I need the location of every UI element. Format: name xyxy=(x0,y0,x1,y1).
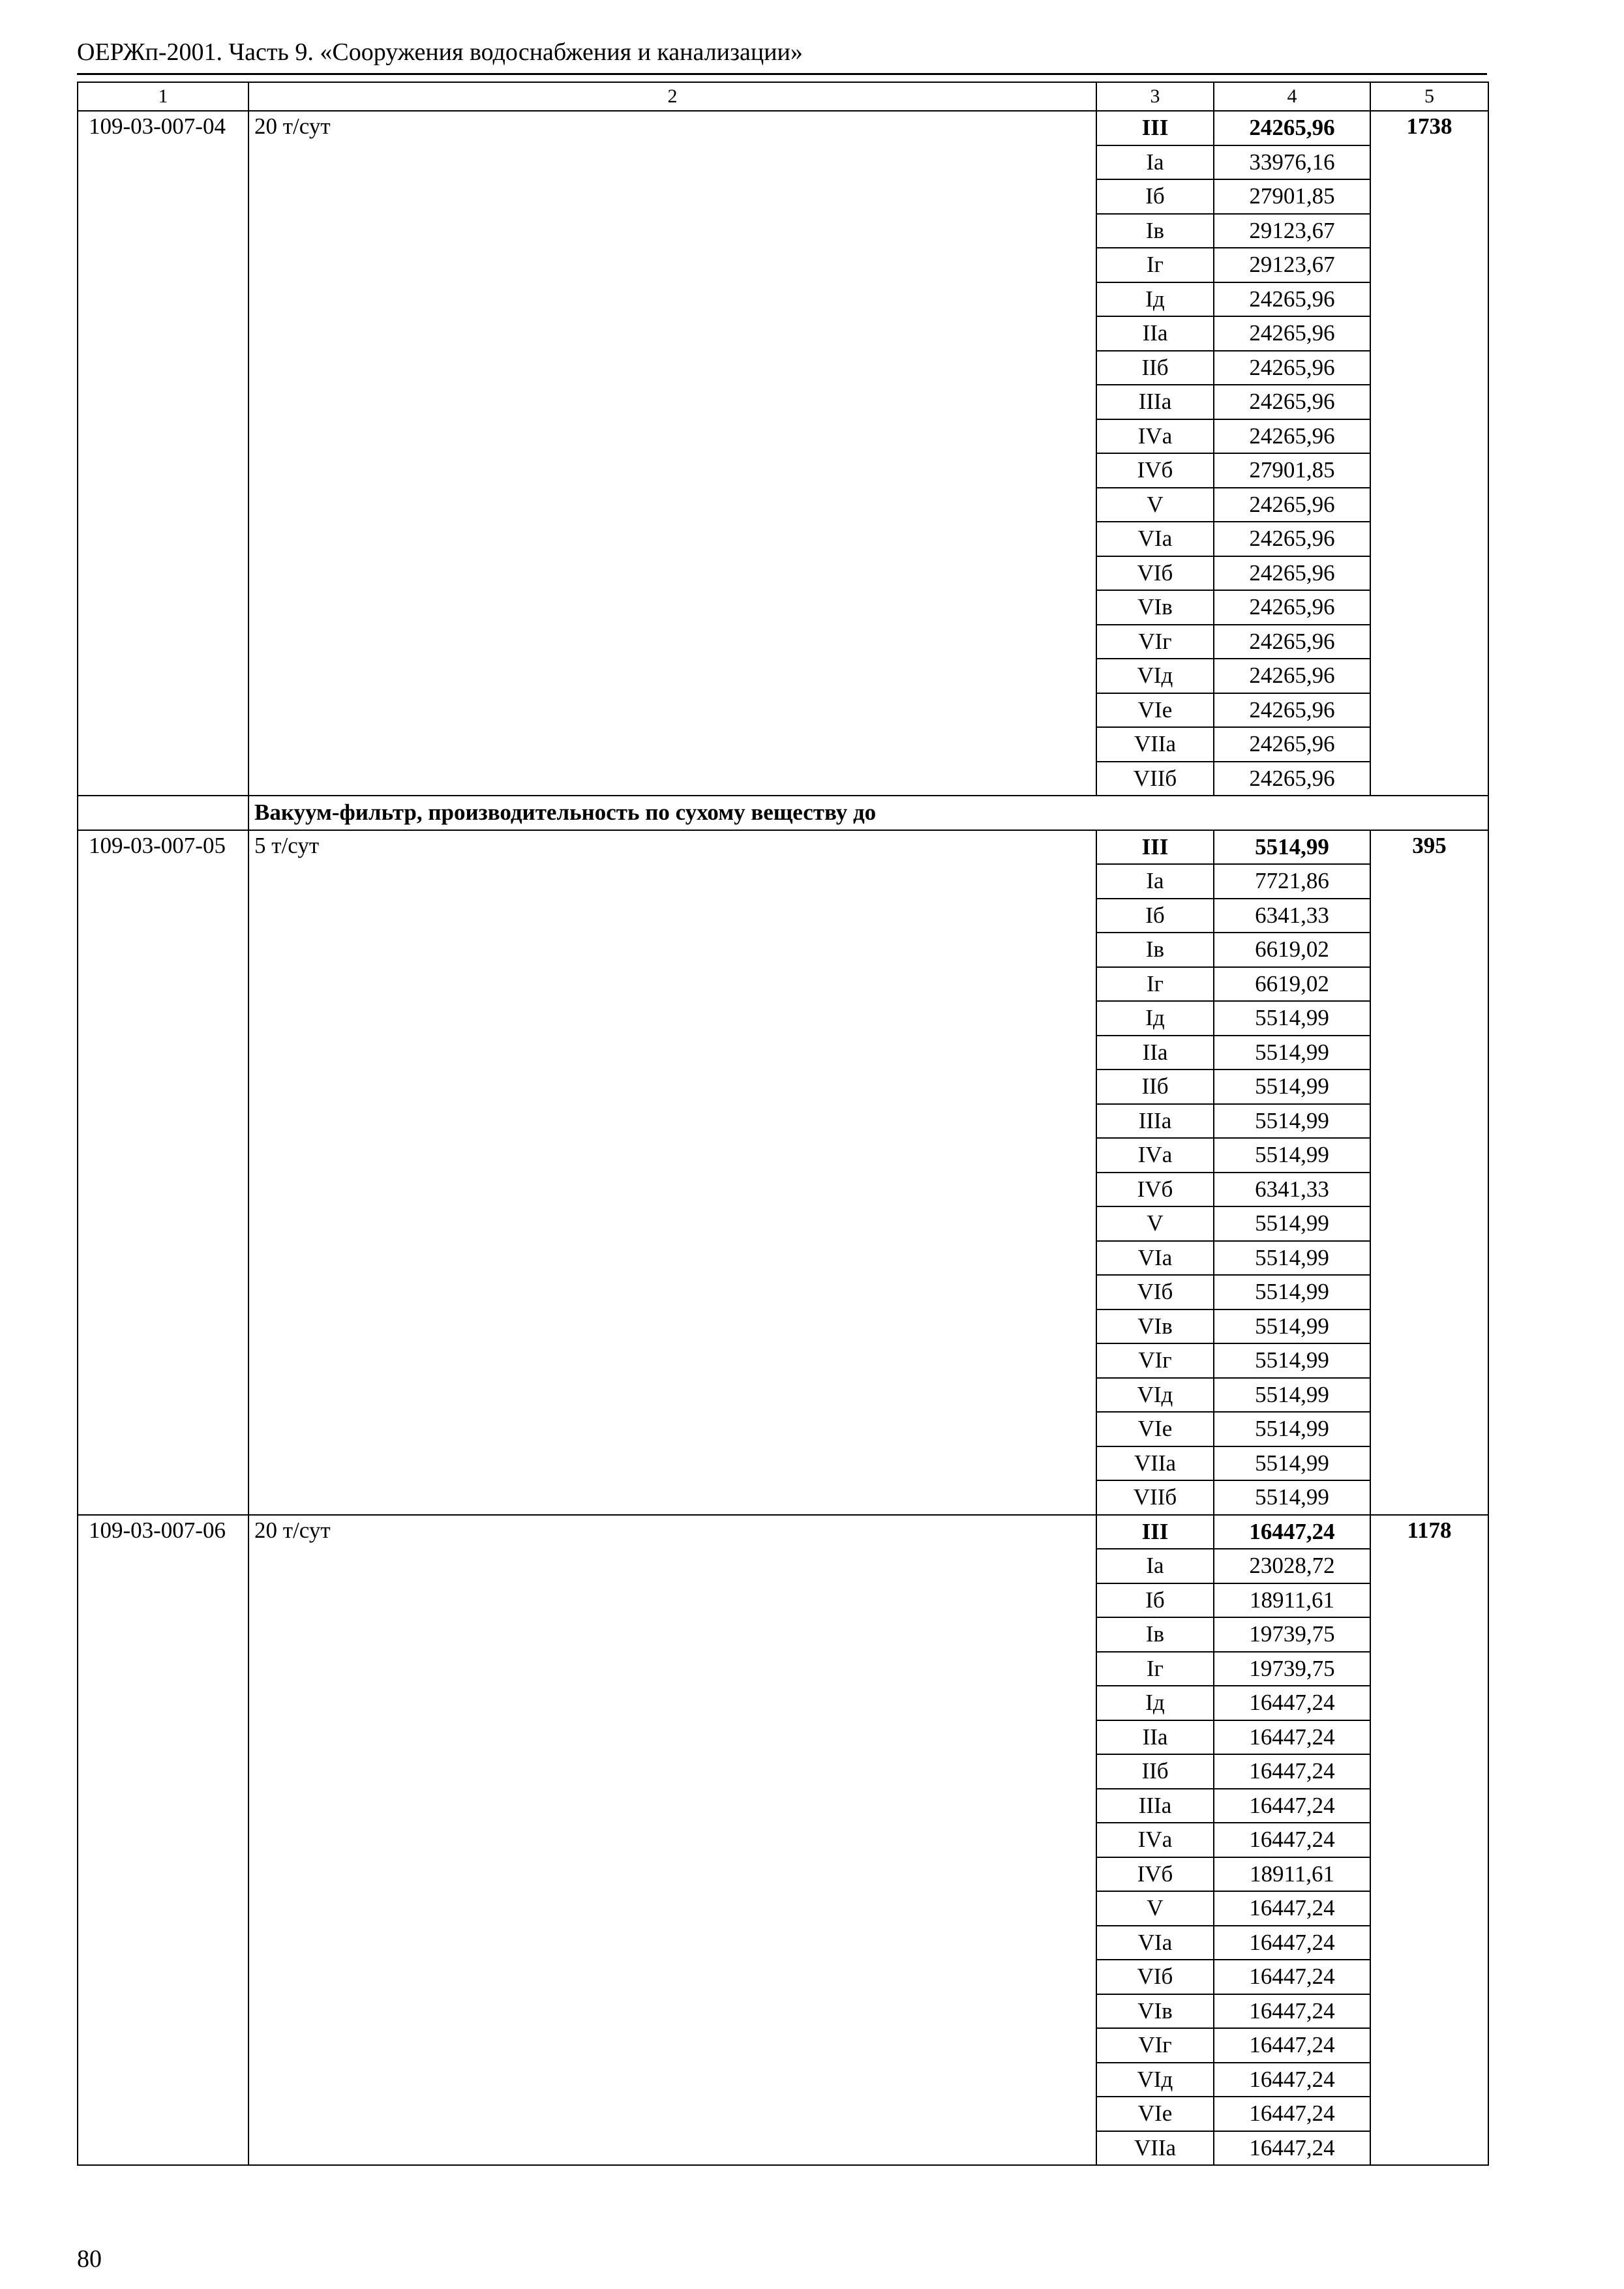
region-class: VIе xyxy=(1096,2097,1214,2131)
region-class: Iд xyxy=(1096,1001,1214,1036)
region-class: VIб xyxy=(1096,556,1214,591)
region-class: VIг xyxy=(1096,2028,1214,2063)
item-description: 5 т/сут xyxy=(248,830,1096,1515)
region-class: VIIа xyxy=(1096,727,1214,762)
region-class: VIв xyxy=(1096,590,1214,625)
price-value: 16447,24 xyxy=(1214,1754,1370,1789)
price-value: 5514,99 xyxy=(1214,1309,1370,1344)
price-value: 5514,99 xyxy=(1214,1104,1370,1139)
region-class: IIа xyxy=(1096,1036,1214,1070)
page-header-title: ОЕРЖп-2001. Часть 9. «Сооружения водоснабжения и канализации» xyxy=(77,38,803,66)
column-number: 3 xyxy=(1096,82,1214,111)
price-value: 5514,99 xyxy=(1214,1275,1370,1309)
price-value: 5514,99 xyxy=(1214,1036,1370,1070)
region-class: VIе xyxy=(1096,1412,1214,1446)
region-class: Iа xyxy=(1096,1549,1214,1583)
price-value: 16447,24 xyxy=(1214,2097,1370,2131)
item-description: 20 т/сут xyxy=(248,111,1096,796)
region-class: Iд xyxy=(1096,1686,1214,1720)
region-class: VIа xyxy=(1096,522,1214,556)
price-value: 29123,67 xyxy=(1214,214,1370,248)
price-value: 24265,96 xyxy=(1214,522,1370,556)
price-value: 24265,96 xyxy=(1214,316,1370,351)
region-class: VIа xyxy=(1096,1926,1214,1960)
region-class: VIд xyxy=(1096,2063,1214,2097)
price-value: 16447,24 xyxy=(1214,1515,1370,1549)
region-class: VIIа xyxy=(1096,1446,1214,1481)
price-value: 16447,24 xyxy=(1214,1891,1370,1926)
region-class: IVа xyxy=(1096,1138,1214,1173)
region-class: VIв xyxy=(1096,1309,1214,1344)
region-class: IIа xyxy=(1096,1720,1214,1755)
column-number: 5 xyxy=(1370,82,1488,111)
price-value: 5514,99 xyxy=(1214,1138,1370,1173)
item-weight: 1738 xyxy=(1370,111,1488,796)
price-value: 5514,99 xyxy=(1214,1070,1370,1104)
column-number-row xyxy=(78,82,1488,111)
item-code: 109-03-007-04 xyxy=(78,111,248,796)
region-class: V xyxy=(1096,1891,1214,1926)
region-class: V xyxy=(1096,1206,1214,1241)
price-value: 16447,24 xyxy=(1214,1789,1370,1823)
price-value: 6341,33 xyxy=(1214,899,1370,933)
price-value: 5514,99 xyxy=(1214,1412,1370,1446)
price-value: 24265,96 xyxy=(1214,659,1370,693)
price-value: 5514,99 xyxy=(1214,1343,1370,1378)
region-class: Iв xyxy=(1096,933,1214,967)
price-value: 27901,85 xyxy=(1214,179,1370,214)
price-value: 24265,96 xyxy=(1214,419,1370,454)
column-number: 2 xyxy=(248,82,1096,111)
region-class: IVб xyxy=(1096,1173,1214,1207)
price-value: 16447,24 xyxy=(1214,2131,1370,2166)
table-row xyxy=(78,830,1488,865)
region-class: Iб xyxy=(1096,899,1214,933)
price-value: 5514,99 xyxy=(1214,1001,1370,1036)
region-class: VIе xyxy=(1096,693,1214,728)
region-class: Iг xyxy=(1096,967,1214,1002)
price-value: 27901,85 xyxy=(1214,453,1370,488)
price-value: 29123,67 xyxy=(1214,248,1370,282)
price-value: 6619,02 xyxy=(1214,967,1370,1002)
price-value: 19739,75 xyxy=(1214,1652,1370,1686)
region-class: IIб xyxy=(1096,351,1214,385)
region-class: Iб xyxy=(1096,179,1214,214)
column-number: 1 xyxy=(78,82,248,111)
price-value: 24265,96 xyxy=(1214,727,1370,762)
price-table xyxy=(77,82,1489,2166)
region-class: IIIа xyxy=(1096,385,1214,419)
region-class: Iг xyxy=(1096,248,1214,282)
region-class: IVа xyxy=(1096,1823,1214,1857)
price-value: 24265,96 xyxy=(1214,351,1370,385)
price-value: 6619,02 xyxy=(1214,933,1370,967)
price-value: 24265,96 xyxy=(1214,111,1370,145)
price-value: 16447,24 xyxy=(1214,2063,1370,2097)
region-class: Iд xyxy=(1096,282,1214,317)
item-description: 20 т/сут xyxy=(248,1515,1096,2166)
price-value: 24265,96 xyxy=(1214,625,1370,659)
region-class: Iг xyxy=(1096,1652,1214,1686)
region-class: III xyxy=(1096,111,1214,145)
section-title: Вакуум-фильтр, производительность по сухому веществу до xyxy=(248,796,1488,830)
price-value: 16447,24 xyxy=(1214,1994,1370,2029)
region-class: IIб xyxy=(1096,1070,1214,1104)
price-value: 16447,24 xyxy=(1214,1686,1370,1720)
price-value: 16447,24 xyxy=(1214,1720,1370,1755)
region-class: IVб xyxy=(1096,453,1214,488)
price-value: 16447,24 xyxy=(1214,1823,1370,1857)
item-code: 109-03-007-06 xyxy=(78,1515,248,2166)
region-class: VIг xyxy=(1096,1343,1214,1378)
table-row xyxy=(78,1515,1488,1549)
region-class: V xyxy=(1096,488,1214,522)
region-class: IIа xyxy=(1096,316,1214,351)
price-value: 5514,99 xyxy=(1214,1446,1370,1481)
price-value: 24265,96 xyxy=(1214,556,1370,591)
region-class: VIв xyxy=(1096,1994,1214,2029)
item-weight: 395 xyxy=(1370,830,1488,1515)
region-class: Iб xyxy=(1096,1583,1214,1618)
price-value: 18911,61 xyxy=(1214,1857,1370,1892)
price-value: 5514,99 xyxy=(1214,1480,1370,1515)
region-class: III xyxy=(1096,830,1214,865)
price-value: 24265,96 xyxy=(1214,488,1370,522)
region-class: IVа xyxy=(1096,419,1214,454)
region-class: III xyxy=(1096,1515,1214,1549)
price-value: 24265,96 xyxy=(1214,385,1370,419)
price-value: 5514,99 xyxy=(1214,1241,1370,1276)
price-value: 23028,72 xyxy=(1214,1549,1370,1583)
price-value: 16447,24 xyxy=(1214,2028,1370,2063)
region-class: IIб xyxy=(1096,1754,1214,1789)
price-value: 24265,96 xyxy=(1214,590,1370,625)
price-table-body xyxy=(78,82,1488,2165)
region-class: IVб xyxy=(1096,1857,1214,1892)
price-value: 24265,96 xyxy=(1214,693,1370,728)
region-class: Iа xyxy=(1096,864,1214,899)
section-title-row xyxy=(78,796,1488,830)
region-class: Iв xyxy=(1096,214,1214,248)
price-value: 5514,99 xyxy=(1214,1378,1370,1413)
price-value: 16447,24 xyxy=(1214,1926,1370,1960)
header-rule xyxy=(77,73,1487,75)
region-class: VIд xyxy=(1096,659,1214,693)
item-weight: 1178 xyxy=(1370,1515,1488,2166)
price-value: 5514,99 xyxy=(1214,830,1370,865)
region-class: VIб xyxy=(1096,1275,1214,1309)
price-value: 24265,96 xyxy=(1214,762,1370,796)
price-value: 19739,75 xyxy=(1214,1617,1370,1652)
price-value: 33976,16 xyxy=(1214,145,1370,180)
price-value: 6341,33 xyxy=(1214,1173,1370,1207)
item-code: 109-03-007-05 xyxy=(78,830,248,1515)
region-class: IIIа xyxy=(1096,1789,1214,1823)
region-class: VIд xyxy=(1096,1378,1214,1413)
region-class: VIIб xyxy=(1096,1480,1214,1515)
price-value: 18911,61 xyxy=(1214,1583,1370,1618)
price-value: 24265,96 xyxy=(1214,282,1370,317)
table-row xyxy=(78,111,1488,145)
column-number: 4 xyxy=(1214,82,1370,111)
region-class: VIIб xyxy=(1096,762,1214,796)
section-title-spacer xyxy=(78,796,248,830)
region-class: Iа xyxy=(1096,145,1214,180)
price-value: 7721,86 xyxy=(1214,864,1370,899)
page-number: 80 xyxy=(77,2245,102,2273)
region-class: VIг xyxy=(1096,625,1214,659)
price-value: 5514,99 xyxy=(1214,1206,1370,1241)
price-value: 16447,24 xyxy=(1214,1960,1370,1994)
region-class: IIIа xyxy=(1096,1104,1214,1139)
region-class: VIб xyxy=(1096,1960,1214,1994)
region-class: Iв xyxy=(1096,1617,1214,1652)
region-class: VIIа xyxy=(1096,2131,1214,2166)
region-class: VIа xyxy=(1096,1241,1214,1276)
